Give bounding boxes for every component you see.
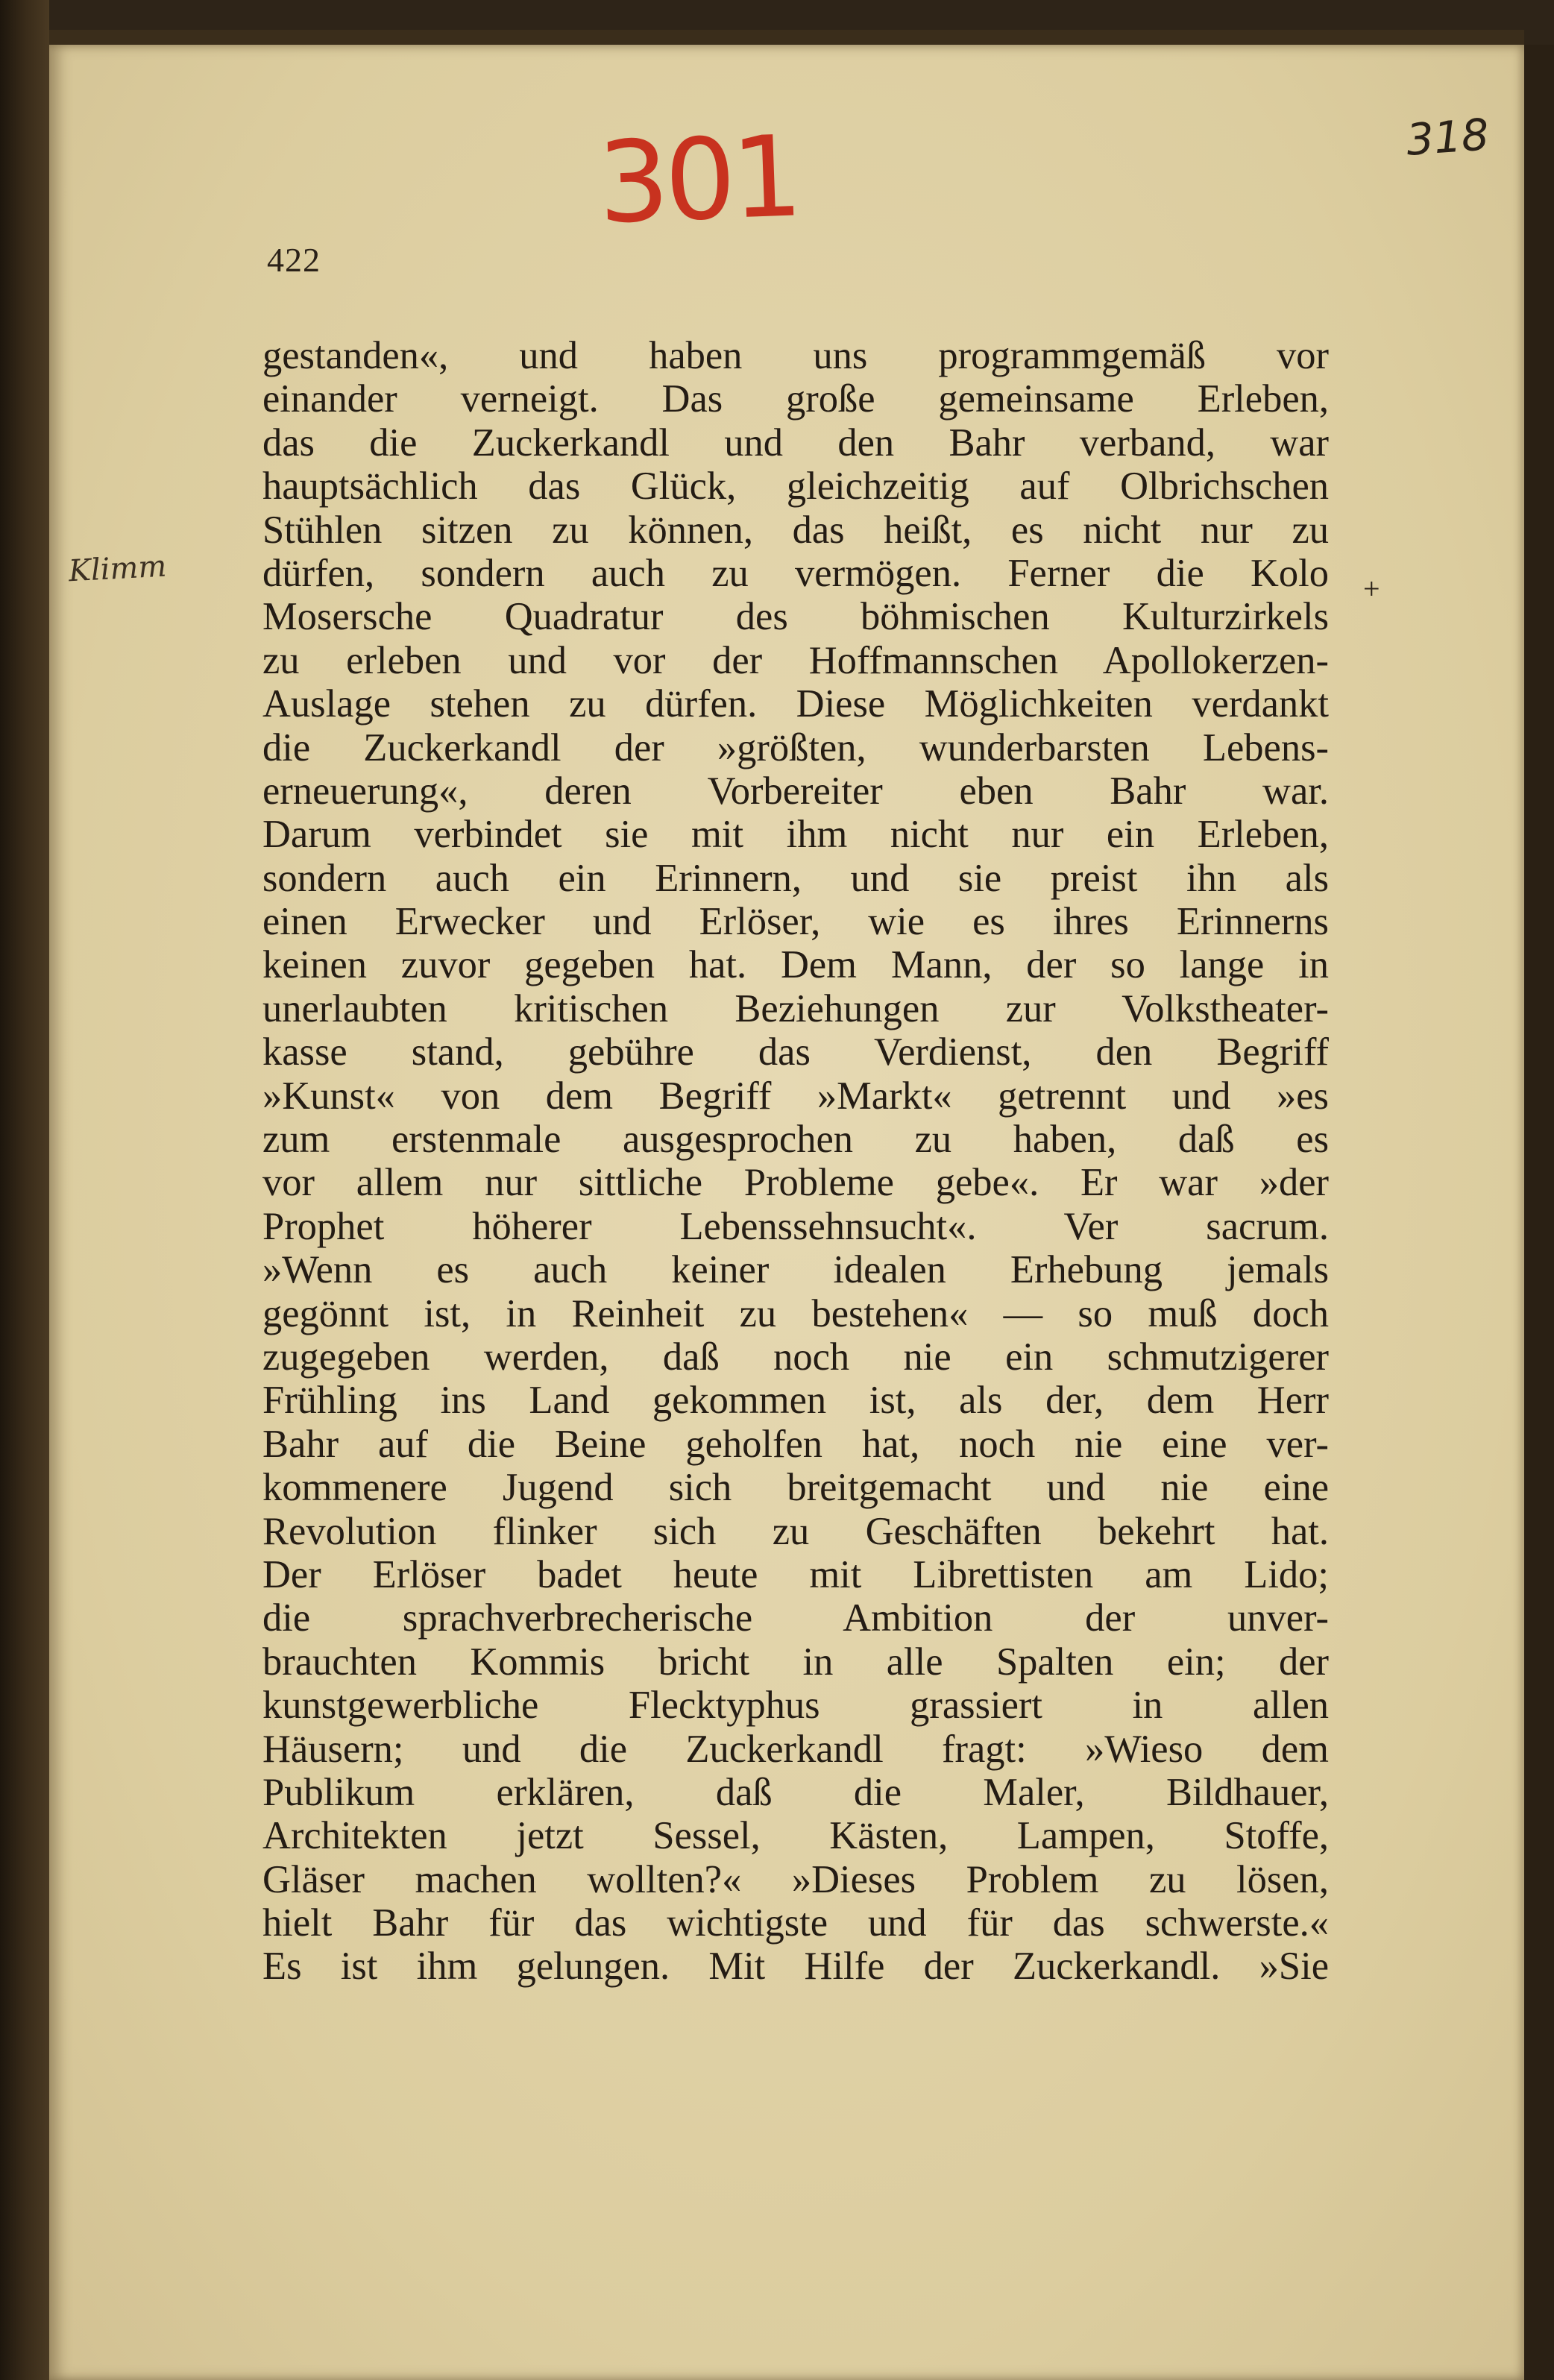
text-line: zu erleben und vor der Hoffmannschen Apollokerzen- (262, 638, 1329, 682)
text-line: sondern auch ein Erinnern, und sie preist ihn als (262, 856, 1329, 900)
text-line: zum erstenmale ausgesprochen zu haben, daß es (262, 1118, 1329, 1162)
text-line: kunstgewerbliche Flecktyphus grassiert in allen (262, 1684, 1329, 1728)
text-line: Darum verbindet sie mit ihm nicht nur ein Erleben, (262, 813, 1329, 857)
text-line: dürfen, sondern auch zu vermögen. Ferner die Kolo (262, 551, 1329, 595)
text-line: kommenere Jugend sich breitgemacht und nie eine (262, 1466, 1329, 1510)
text-line: Publikum erklären, daß die Maler, Bildhauer, (262, 1770, 1329, 1814)
body-text (262, 334, 1329, 1989)
text-line: das die Zuckerkandl und den Bahr verband, war (262, 421, 1329, 465)
text-line: gestanden«, und haben uns programmgemäß vor (262, 334, 1329, 377)
handwritten-folio-number: 301 (596, 112, 801, 249)
text-line: vor allem nur sittliche Probleme gebe«. Er war »der (262, 1161, 1329, 1205)
text-line: hielt Bahr für das wichtigste und für das schwerste.« (262, 1901, 1329, 1945)
text-line: erneuerung«, deren Vorbereiter eben Bahr war. (262, 769, 1329, 813)
text-line: Frühling ins Land gekommen ist, als der, dem Herr (262, 1379, 1329, 1423)
text-line: Architekten jetzt Sessel, Kästen, Lampen, Stoffe, (262, 1814, 1329, 1858)
text-line: unerlaubten kritischen Beziehungen zur Volkstheater- (262, 986, 1329, 1030)
text-line: Gläser machen wollten?« »Dieses Problem zu lösen, (262, 1857, 1329, 1901)
text-line: gegönnt ist, in Reinheit zu bestehen« — so muß doch (262, 1291, 1329, 1335)
page-right-edge (1524, 45, 1554, 2380)
text-line: Prophet höherer Lebenssehnsucht«. Ver sacrum. (262, 1204, 1329, 1248)
text-line: Revolution flinker sich zu Geschäften bekehrt hat. (262, 1509, 1329, 1553)
corner-folio-number: 318 (1404, 109, 1491, 166)
text-line: »Wenn es auch keiner idealen Erhebung jemals (262, 1248, 1329, 1292)
book-binding (0, 0, 49, 2380)
text-line: Es ist ihm gelungen. Mit Hilfe der Zuckerkandl. »Sie (262, 1945, 1329, 1989)
printed-page-number: 422 (267, 241, 321, 279)
text-line: einander verneigt. Das große gemeinsame Erleben, (262, 377, 1329, 421)
text-line: Häusern; und die Zuckerkandl fragt: »Wieso dem (262, 1727, 1329, 1771)
text-line: Stühlen sitzen zu können, das heißt, es nicht nur zu (262, 508, 1329, 552)
text-line: keinen zuvor gegeben hat. Dem Mann, der so lange in (262, 943, 1329, 987)
text-line: brauchten Kommis bricht in alle Spalten ein; der (262, 1640, 1329, 1684)
margin-mark: + (1363, 572, 1380, 605)
handwritten-margin-note: Klimm (67, 549, 168, 589)
text-line: die Zuckerkandl der »größten, wunderbarsten Lebens- (262, 725, 1329, 769)
text-line: »Kunst« von dem Begriff »Markt« getrennt und »es (262, 1074, 1329, 1118)
text-line: hauptsächlich das Glück, gleichzeitig auf Olbrichschen (262, 465, 1329, 509)
text-line: Der Erlöser badet heute mit Librettisten am Lido; (262, 1552, 1329, 1596)
text-line: Mosersche Quadratur des böhmischen Kulturzirkels (262, 595, 1329, 639)
text-line: zugegeben werden, daß noch nie ein schmutzigerer (262, 1335, 1329, 1379)
text-line: Auslage stehen zu dürfen. Diese Möglichkeiten verdankt (262, 682, 1329, 726)
text-line: kasse stand, gebühre das Verdienst, den Begriff (262, 1030, 1329, 1074)
text-line: Bahr auf die Beine geholfen hat, noch nie eine ver- (262, 1422, 1329, 1466)
text-line: einen Erwecker und Erlöser, wie es ihres Erinnerns (262, 900, 1329, 944)
text-line: die sprachverbrecherische Ambition der unver- (262, 1596, 1329, 1640)
